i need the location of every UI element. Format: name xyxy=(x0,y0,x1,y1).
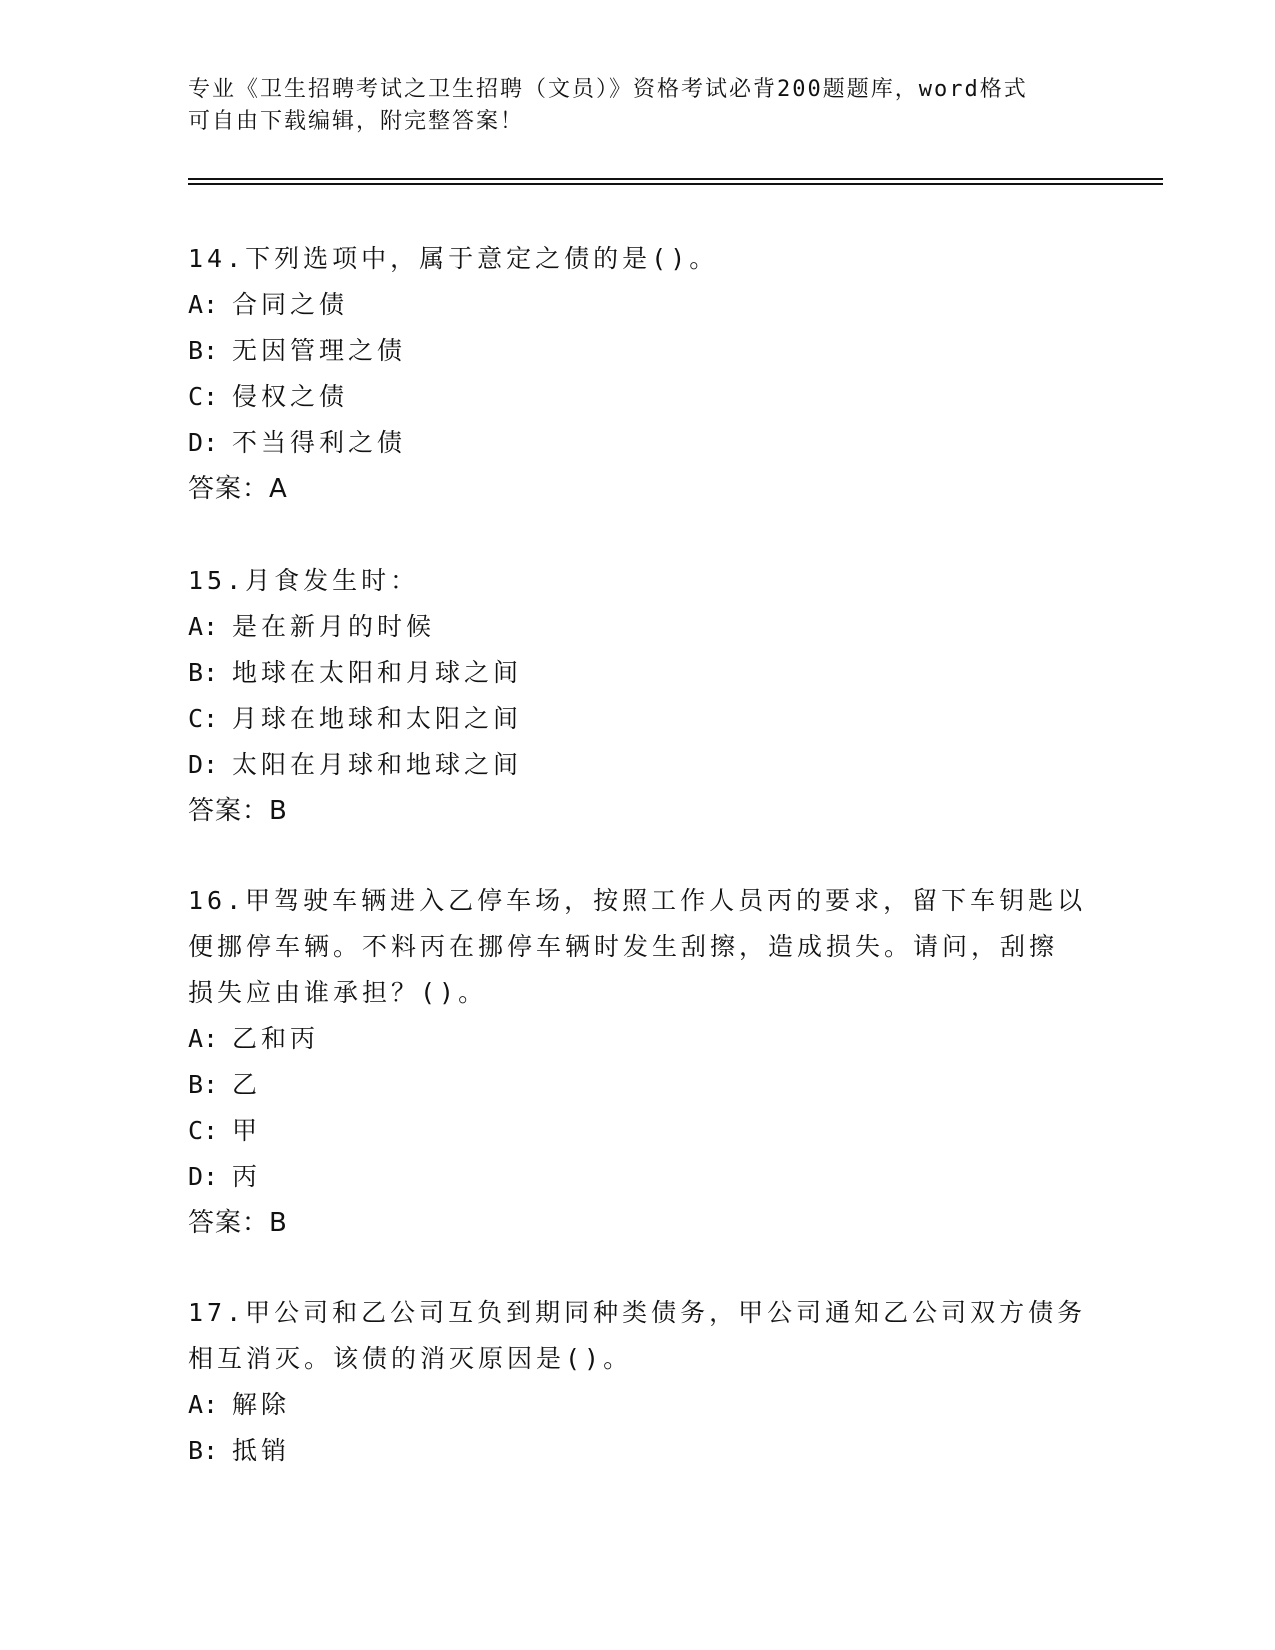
option-text: 乙 xyxy=(232,1070,262,1099)
question-stem-line-2: 便挪停车辆。不料丙在挪停车辆时发生刮擦，造成损失。请问，刮擦 xyxy=(188,932,1059,961)
option-a xyxy=(188,1016,1088,1062)
question-stem-line-1: 16.甲驾驶车辆进入乙停车场，按照工作人员丙的要求，留下车钥匙以 xyxy=(188,886,1087,915)
option-d xyxy=(188,420,1088,466)
option-text: 乙和丙 xyxy=(232,1024,320,1053)
option-text: 解除 xyxy=(232,1390,291,1419)
header-rule-bottom xyxy=(188,183,1163,185)
option-key: B: xyxy=(188,1070,219,1099)
option-text: 甲 xyxy=(232,1116,262,1145)
option-b xyxy=(188,1062,1088,1108)
question-stem-line-1: 17.甲公司和乙公司互负到期同种类债务，甲公司通知乙公司双方债务 xyxy=(188,1298,1087,1327)
option-c xyxy=(188,1108,1088,1154)
option-key: B: xyxy=(188,336,219,365)
option-key: A: xyxy=(188,1390,219,1419)
option-a xyxy=(188,1382,1088,1428)
option-c xyxy=(188,374,1088,420)
option-key: D: xyxy=(188,1162,219,1191)
question-stem-line-3: 损失应由谁承担？()。 xyxy=(188,978,488,1007)
answer-label: 答案：B xyxy=(188,1208,288,1238)
option-d xyxy=(188,742,1088,788)
option-text: 合同之债 xyxy=(232,290,349,319)
option-c xyxy=(188,696,1088,742)
question-stem-line-2: 相互消灭。该债的消灭原因是()。 xyxy=(188,1344,633,1373)
option-text: 不当得利之债 xyxy=(232,428,407,457)
option-key: D: xyxy=(188,428,219,457)
answer-label: 答案：B xyxy=(188,796,288,826)
option-key: A: xyxy=(188,290,219,319)
option-text: 是在新月的时候 xyxy=(232,612,436,641)
option-text: 抵销 xyxy=(232,1436,291,1465)
document-header xyxy=(188,74,1088,138)
question-17 xyxy=(188,1290,1088,1474)
answer-label: 答案：A xyxy=(188,474,288,504)
option-b xyxy=(188,328,1088,374)
option-a xyxy=(188,604,1088,650)
option-key: C: xyxy=(188,1116,219,1145)
header-line-2: 可自由下载编辑，附完整答案！ xyxy=(188,109,525,134)
option-a xyxy=(188,282,1088,328)
option-text: 月球在地球和太阳之间 xyxy=(232,704,523,733)
header-line-1: 专业《卫生招聘考试之卫生招聘（文员）》资格考试必背200题题库，word格式 xyxy=(188,77,1028,102)
option-key: D: xyxy=(188,750,219,779)
option-key: A: xyxy=(188,612,219,641)
option-key: C: xyxy=(188,382,219,411)
question-14 xyxy=(188,236,1088,512)
option-b xyxy=(188,1428,1088,1474)
question-15 xyxy=(188,558,1088,834)
option-text: 丙 xyxy=(232,1162,262,1191)
option-key: C: xyxy=(188,704,219,733)
question-stem: 14.下列选项中，属于意定之债的是()。 xyxy=(188,244,719,273)
option-key: B: xyxy=(188,658,219,687)
option-b xyxy=(188,650,1088,696)
option-key: A: xyxy=(188,1024,219,1053)
option-d xyxy=(188,1154,1088,1200)
question-stem: 15.月食发生时： xyxy=(188,566,420,595)
question-16 xyxy=(188,878,1088,1246)
header-rule-top xyxy=(188,178,1163,180)
option-text: 无因管理之债 xyxy=(232,336,407,365)
option-text: 地球在太阳和月球之间 xyxy=(232,658,523,687)
option-text: 太阳在月球和地球之间 xyxy=(232,750,523,779)
option-text: 侵权之债 xyxy=(232,382,349,411)
option-key: B: xyxy=(188,1436,219,1465)
